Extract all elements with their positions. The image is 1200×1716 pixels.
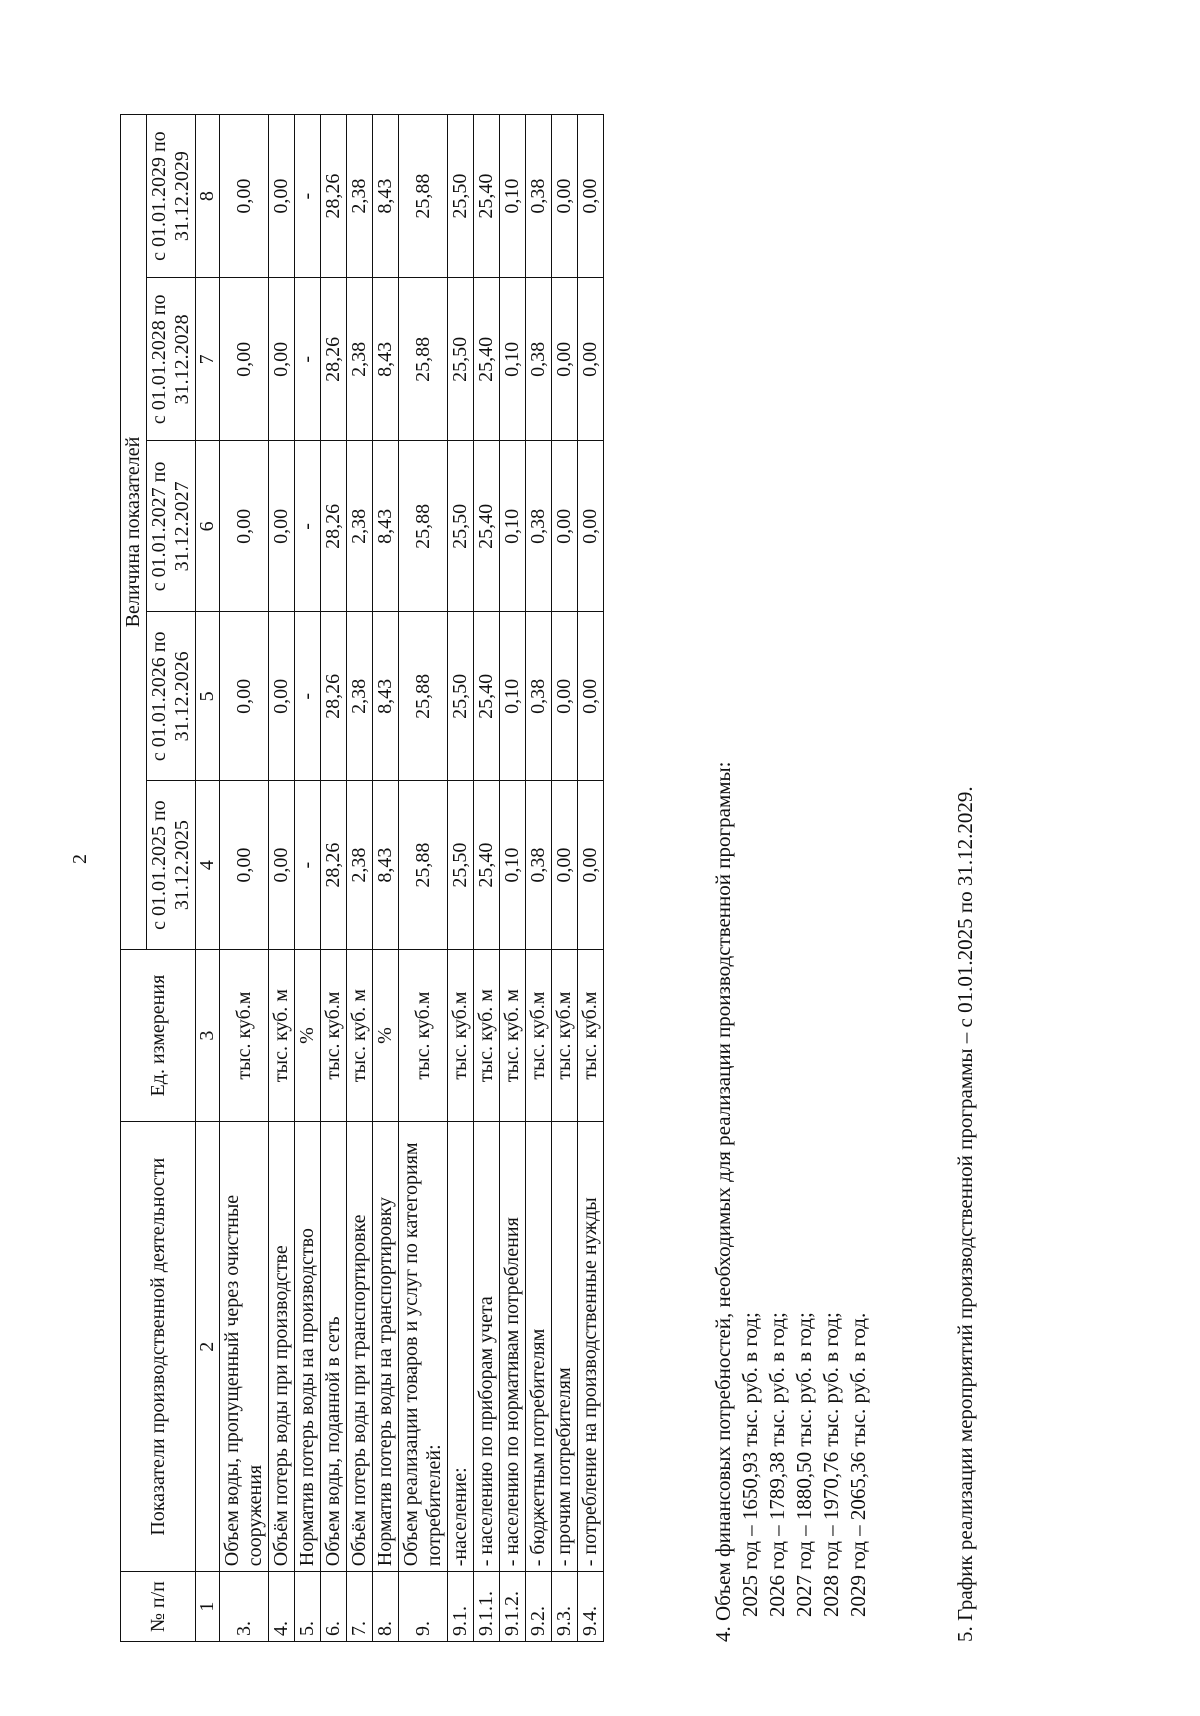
row-number: 4.	[269, 1572, 295, 1642]
header-values-group: Величина показателей	[121, 115, 147, 950]
table-row	[500, 115, 526, 1642]
header-row-1	[121, 115, 147, 1642]
row-value: 0,00	[552, 781, 578, 950]
financial-year-item: 2026 год – 1789,38 тыс. руб. в год;	[765, 1312, 789, 1617]
row-value: -	[295, 441, 321, 612]
row-value: 2,38	[347, 278, 373, 441]
row-indicator-name: - потребление на производственные нужды	[578, 1122, 604, 1572]
row-value: 0,10	[500, 781, 526, 950]
table-row	[347, 115, 373, 1642]
row-unit: тыс. куб. м	[269, 950, 295, 1122]
row-value: 0,00	[578, 612, 604, 781]
row-unit: тыс. куб.м	[552, 950, 578, 1122]
row-indicator-name: Объём потерь воды при производстве	[269, 1122, 295, 1572]
header-indicator: Показатели производственной деятельности	[121, 1122, 196, 1572]
row-number: 7.	[347, 1572, 373, 1642]
row-value: 0,10	[500, 115, 526, 278]
row-indicator-name: Норматив потерь воды на производство	[295, 1122, 321, 1572]
column-number: 8	[196, 115, 220, 278]
table-row	[474, 115, 500, 1642]
row-indicator-name: - бюджетным потребителям	[526, 1122, 552, 1572]
row-indicator-name: Объём потерь воды при транспортировке	[347, 1122, 373, 1572]
rotated-content	[100, 114, 977, 1642]
row-unit: тыс. куб.м	[526, 950, 552, 1122]
row-value: 25,88	[399, 781, 448, 950]
row-unit: тыс. куб. м	[474, 950, 500, 1122]
financial-year-item: 2027 год – 1880,50 тыс. руб. в год;	[792, 1312, 816, 1617]
row-unit: тыс. куб.м	[220, 950, 269, 1122]
table-body	[220, 115, 604, 1642]
schedule-text: 5. График реализации мероприятий производственной программы – с 01.01.2025 по 31.12.2029.	[953, 786, 977, 1642]
row-value: 25,88	[399, 441, 448, 612]
row-value: 0,00	[552, 115, 578, 278]
column-number: 2	[196, 1122, 220, 1572]
row-indicator-name: - населению по приборам учета	[474, 1122, 500, 1572]
column-numbers-row	[196, 115, 220, 1642]
row-value: 0,00	[269, 781, 295, 950]
page-number: 2	[69, 854, 91, 864]
row-value: 28,26	[321, 612, 347, 781]
row-unit: тыс. куб. м	[347, 950, 373, 1122]
column-number: 1	[196, 1572, 220, 1642]
header-period-2026: с 01.01.2026 по 31.12.2026	[147, 612, 196, 781]
row-number: 9.1.2.	[500, 1572, 526, 1642]
row-unit: тыс. куб. м	[500, 950, 526, 1122]
row-value: 0,38	[526, 278, 552, 441]
header-period-2027: с 01.01.2027 по 31.12.2027	[147, 441, 196, 612]
row-value: -	[295, 278, 321, 441]
financial-year-item: 2029 год – 2065,36 тыс. руб. в год.	[846, 1312, 870, 1617]
row-indicator-name: -население:	[448, 1122, 474, 1572]
row-value: 25,40	[474, 781, 500, 950]
row-value: 0,38	[526, 441, 552, 612]
row-value: 0,00	[269, 278, 295, 441]
row-number: 6.	[321, 1572, 347, 1642]
row-unit: тыс. куб.м	[448, 950, 474, 1122]
header-unit: Ед. измерения	[121, 950, 196, 1122]
notes-section	[710, 114, 1000, 1642]
table-row	[526, 115, 552, 1642]
row-indicator-name: Объем воды, поданной в сеть	[321, 1122, 347, 1572]
column-number: 3	[196, 950, 220, 1122]
table-row	[295, 115, 321, 1642]
table-row	[220, 115, 269, 1642]
row-value: 0,00	[552, 441, 578, 612]
row-value: 0,38	[526, 115, 552, 278]
row-number: 9.1.	[448, 1572, 474, 1642]
row-value: 0,00	[220, 781, 269, 950]
financial-years-list	[737, 114, 872, 1642]
row-value: 0,00	[578, 115, 604, 278]
row-value: 25,50	[448, 612, 474, 781]
row-value: 28,26	[321, 441, 347, 612]
row-value: 8,43	[373, 441, 399, 612]
row-number: 9.3.	[552, 1572, 578, 1642]
row-value: -	[295, 115, 321, 278]
row-value: 25,50	[448, 781, 474, 950]
row-value: 0,38	[526, 781, 552, 950]
column-number: 7	[196, 278, 220, 441]
row-value: 2,38	[347, 441, 373, 612]
table-row	[399, 115, 448, 1642]
row-number: 9.1.1.	[474, 1572, 500, 1642]
row-indicator-name: Объем воды, пропущенный через очистные сооружения	[220, 1122, 269, 1572]
table-row	[321, 115, 347, 1642]
header-period-2025: с 01.01.2025 по 31.12.2025	[147, 781, 196, 950]
row-value: 0,00	[578, 441, 604, 612]
row-value: 0,00	[269, 612, 295, 781]
financial-needs-title: 4. Объем финансовых потребностей, необходимых для реализации производственной программы:	[711, 761, 735, 1642]
row-value: 0,00	[578, 278, 604, 441]
row-value: 25,50	[448, 441, 474, 612]
row-value: 8,43	[373, 115, 399, 278]
row-value: 8,43	[373, 781, 399, 950]
row-value: 25,40	[474, 115, 500, 278]
row-unit: тыс. куб.м	[321, 950, 347, 1122]
row-unit: %	[295, 950, 321, 1122]
row-number: 3.	[220, 1572, 269, 1642]
row-number: 9.4.	[578, 1572, 604, 1642]
row-value: 0,00	[220, 115, 269, 278]
row-value: 0,00	[578, 781, 604, 950]
row-number: 9.2.	[526, 1572, 552, 1642]
header-period-2029: с 01.01.2029 по 31.12.2029	[147, 115, 196, 278]
table-row	[552, 115, 578, 1642]
row-value: 0,00	[552, 612, 578, 781]
row-value: 28,26	[321, 278, 347, 441]
row-value: 0,00	[269, 115, 295, 278]
table-row	[448, 115, 474, 1642]
row-indicator-name: Норматив потерь воды на транспортировку	[373, 1122, 399, 1572]
column-number: 4	[196, 781, 220, 950]
row-value: -	[295, 781, 321, 950]
row-value: 0,10	[500, 278, 526, 441]
row-number: 5.	[295, 1572, 321, 1642]
row-value: 0,10	[500, 612, 526, 781]
row-number: 8.	[373, 1572, 399, 1642]
row-indicator-name: - населению по нормативам потребления	[500, 1122, 526, 1572]
indicators-table	[120, 114, 604, 1642]
row-value: 25,88	[399, 612, 448, 781]
row-value: 0,00	[220, 612, 269, 781]
row-unit: тыс. куб.м	[399, 950, 448, 1122]
row-value: 25,40	[474, 441, 500, 612]
row-value: 25,50	[448, 278, 474, 441]
row-unit: %	[373, 950, 399, 1122]
column-number: 6	[196, 441, 220, 612]
row-number: 9.	[399, 1572, 448, 1642]
row-value: 2,38	[347, 115, 373, 278]
column-number: 5	[196, 612, 220, 781]
header-period-2028: с 01.01.2028 по 31.12.2028	[147, 278, 196, 441]
row-value: 25,88	[399, 115, 448, 278]
table-row	[269, 115, 295, 1642]
row-value: 8,43	[373, 278, 399, 441]
table-row	[578, 115, 604, 1642]
table-row	[373, 115, 399, 1642]
row-value: -	[295, 612, 321, 781]
financial-year-item: 2025 год – 1650,93 тыс. руб. в год;	[738, 1312, 762, 1617]
row-value: 25,40	[474, 278, 500, 441]
row-value: 28,26	[321, 115, 347, 278]
row-indicator-name: Объем реализации товаров и услуг по категориям потребителей:	[399, 1122, 448, 1572]
row-value: 0,00	[269, 441, 295, 612]
row-unit: тыс. куб.м	[578, 950, 604, 1122]
row-value: 25,40	[474, 612, 500, 781]
row-value: 2,38	[347, 781, 373, 950]
row-value: 2,38	[347, 612, 373, 781]
row-value: 8,43	[373, 612, 399, 781]
row-value: 0,00	[552, 278, 578, 441]
row-value: 0,10	[500, 441, 526, 612]
row-indicator-name: - прочим потребителям	[552, 1122, 578, 1572]
row-value: 25,50	[448, 115, 474, 278]
row-value: 0,00	[220, 278, 269, 441]
row-value: 28,26	[321, 781, 347, 950]
header-num: № п/п	[121, 1572, 196, 1642]
row-value: 0,00	[220, 441, 269, 612]
row-value: 25,88	[399, 278, 448, 441]
row-value: 0,38	[526, 612, 552, 781]
financial-year-item: 2028 год – 1970,76 тыс. руб. в год;	[819, 1312, 843, 1617]
